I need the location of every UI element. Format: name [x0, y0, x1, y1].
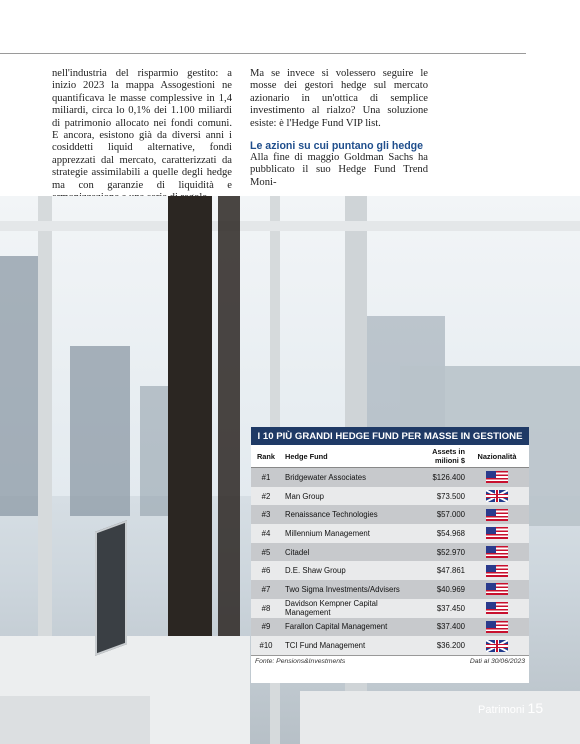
photo-monitor	[95, 520, 127, 656]
nationality-cell	[465, 490, 529, 502]
rank-cell: #10	[259, 641, 273, 651]
us-flag-icon	[486, 509, 508, 521]
article-paragraph: Ma se invece si volessero seguire le mosse dei gestori hedge sul mercato azionario in un'ottica di semplice investimento al rialzo? Una soluzione esiste: è l'Hedge Fund VIP list.	[250, 68, 428, 129]
fund-name-cell: Farallon Capital Management	[285, 622, 388, 632]
nationality-cell	[465, 509, 529, 521]
page-number: 15	[527, 700, 544, 716]
rank-cell: #6	[261, 566, 271, 576]
rank-cell: #8	[261, 603, 271, 613]
fund-name-cell: Millennium Management	[285, 528, 370, 538]
table-row	[251, 468, 529, 487]
fund-name-cell: Man Group	[285, 491, 325, 501]
assets-cell: $37.450	[436, 603, 465, 613]
table-row	[251, 524, 529, 543]
article-paragraph: nell'industria del risparmio gestito: a inizio 2023 la mappa Assogestioni ne quantificava le masse complessive in 1,4 miliardi, circa lo 0,1% dei 1.100 miliardi di patrimonio allocato nei fondi comuni. E ancora, esistono già da diversi anni i cosiddetti liquid alternative, fondi apprezzati dal mercato, caratterizzati da strategie assimilabili a quelle degli hedge ma con garanzie di liquidità e	[52, 68, 232, 191]
table-date: Dati al 30/06/2023	[469, 657, 525, 665]
rank-cell: #7	[261, 584, 271, 594]
nationality-cell	[465, 527, 529, 539]
assets-cell: $40.969	[436, 584, 465, 594]
fund-name-cell: Citadel	[285, 547, 310, 557]
window-transom	[0, 221, 580, 231]
assets-cell: $126.400	[432, 472, 465, 482]
fund-name-cell: TCI Fund Management	[285, 641, 366, 651]
nationality-cell	[465, 640, 529, 652]
header-hedge-fund: Hedge Fund	[285, 451, 328, 461]
article-paragraph: Alla fine di maggio Goldman Sachs ha pubblicato il suo Hedge Fund Trend Moni-	[250, 152, 428, 188]
table-body	[251, 468, 529, 655]
header-rank: Rank	[256, 451, 276, 461]
table-row	[251, 636, 529, 655]
us-flag-icon	[486, 527, 508, 539]
rank-cell: #5	[261, 547, 271, 557]
assets-cell: $52.970	[436, 547, 465, 557]
table-title: I 10 PIÙ GRANDI HEDGE FUND PER MASSE IN GESTIONE	[251, 427, 529, 445]
header-nationality: Nazionalità	[477, 451, 517, 461]
article-column-right	[250, 68, 428, 189]
nationality-cell	[465, 602, 529, 614]
page-footer	[478, 700, 543, 716]
assets-cell: $37.400	[436, 622, 465, 632]
uk-flag-icon	[486, 490, 508, 502]
assets-cell: $57.000	[436, 510, 465, 520]
nationality-cell	[465, 621, 529, 633]
header-assets: Assets in milioni $	[432, 447, 465, 465]
assets-cell: $73.500	[436, 491, 465, 501]
magazine-name: Patrimoni	[478, 704, 525, 716]
fund-name-cell: D.E. Shaw Group	[285, 566, 346, 576]
table-header-row	[251, 445, 529, 468]
us-flag-icon	[486, 471, 508, 483]
rank-cell: #3	[261, 510, 271, 520]
photo-building	[0, 256, 40, 516]
fund-name-cell: Two Sigma Investments/Advisers	[285, 584, 400, 594]
photo-building	[70, 346, 130, 516]
article-column-left	[52, 68, 232, 204]
table-row	[251, 505, 529, 524]
us-flag-icon	[486, 621, 508, 633]
nationality-cell	[465, 565, 529, 577]
assets-cell: $36.200	[436, 641, 465, 651]
article-subheading: Le azioni su cui puntano gli hedge	[250, 140, 424, 153]
table-row	[251, 599, 529, 618]
table-row	[251, 543, 529, 562]
uk-flag-icon	[486, 640, 508, 652]
us-flag-icon	[486, 583, 508, 595]
us-flag-icon	[486, 602, 508, 614]
nationality-cell	[465, 471, 529, 483]
table-source: Fonte: Pensions&Investments	[255, 657, 346, 665]
assets-cell: $54.968	[436, 528, 465, 538]
hedge-fund-table	[251, 427, 529, 683]
nationality-cell	[465, 583, 529, 595]
us-flag-icon	[486, 546, 508, 558]
table-row	[251, 580, 529, 599]
nationality-cell	[465, 546, 529, 558]
rank-cell: #4	[261, 528, 271, 538]
header-rule	[0, 53, 526, 54]
rank-cell: #2	[261, 491, 271, 501]
table-row	[251, 487, 529, 506]
rank-cell: #9	[261, 622, 271, 632]
table-footer	[251, 655, 529, 667]
rank-cell: #1	[261, 472, 271, 482]
fund-name-cell: Renaissance Technologies	[285, 510, 378, 520]
fund-name-cell: Bridgewater Associates	[285, 472, 367, 482]
table-row	[251, 618, 529, 637]
photo-keyboard	[0, 696, 150, 744]
fund-name-cell: Davidson Kempner Capital Management	[285, 599, 378, 618]
table-row	[251, 561, 529, 580]
us-flag-icon	[486, 565, 508, 577]
assets-cell: $47.861	[436, 566, 465, 576]
photo-desk	[300, 691, 580, 744]
